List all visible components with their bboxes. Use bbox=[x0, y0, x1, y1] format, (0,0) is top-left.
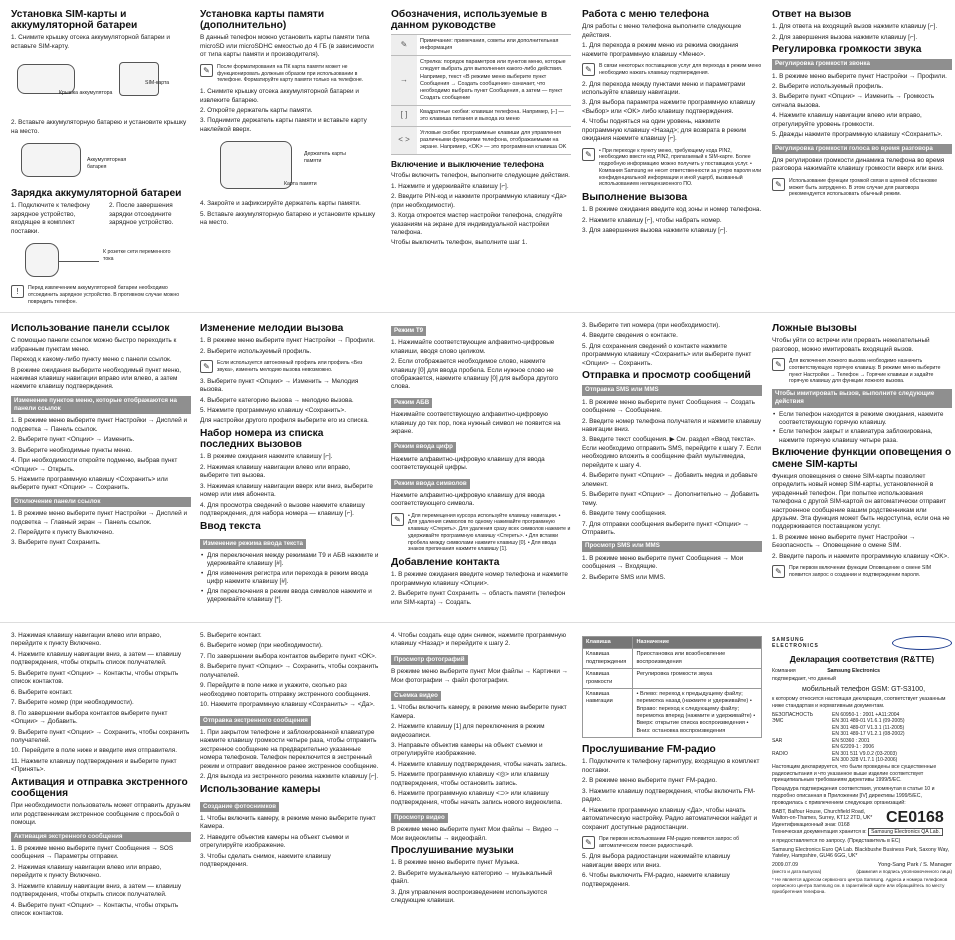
num-bar: Режим ввода цифр bbox=[391, 442, 456, 452]
video-step: 5. Нажмите программную клавишу <◎> или клавишу подтверждения, чтобы остановить запись. bbox=[391, 771, 549, 787]
label-socket: К розетке сети переменного тока bbox=[103, 249, 171, 263]
redial-title: Набор номера из списка последних вызовов bbox=[200, 427, 324, 451]
alert-step: 6. Выберите контакт. bbox=[11, 688, 73, 696]
fav-step: 1. В режиме меню выберите пункт Настройки → Дисплей и подсветка → Панель ссылок. bbox=[11, 417, 188, 433]
call-title: Выполнение вызова bbox=[582, 192, 688, 204]
fav-off-step: 3. Выберите пункт Сохранить. bbox=[11, 539, 101, 547]
vol-step-1: 1. В режиме меню выберите пункт Настройки → Профили. bbox=[772, 72, 947, 80]
fake-bullet: • Если телефон находится в режиме ожидания, нажмите соответствующую горячую клавишу. bbox=[772, 411, 952, 428]
cam-title: Использование камеры bbox=[200, 783, 321, 795]
ans-step-1: 1. Для ответа на входящий вызов нажмите клавишу [⌐]. bbox=[772, 23, 938, 31]
msg-step: 6. Введите тему сообщения. bbox=[582, 510, 667, 518]
sym-text: Нажмите алфавитно-цифровую клавишу для ввода соответствующего символа. bbox=[391, 491, 545, 508]
row-divider-1 bbox=[0, 312, 955, 313]
sos-send-bar: Отправка экстренного сообщения bbox=[200, 716, 311, 726]
note-icon: ✎ bbox=[772, 565, 785, 578]
simalert-title: Включение функции оповещения о смене SIM-карты bbox=[772, 447, 952, 470]
text-bullet: • Для переключения между режимами T9 и АБВ нажмите и удерживайте клавишу [#]. bbox=[200, 552, 380, 569]
menu-step-2: 2. Для перехода между пунктами меню и параметрами используйте клавишу навигации. bbox=[582, 80, 746, 96]
col-radio bbox=[582, 636, 762, 891]
menu-step-4: 4. Чтобы подняться на один уровень, нажмите программную клавишу <Назад>; для возврата в режим ожидания нажмите клавишу [⌐]. bbox=[582, 118, 747, 143]
samsung-oval-logo-icon bbox=[892, 636, 952, 650]
msg-title: Отправка и просмотр сообщений bbox=[582, 370, 751, 382]
table-header-function: Назначение bbox=[633, 637, 762, 649]
sos-cont-step: 5. Выберите контакт. bbox=[200, 632, 262, 639]
sim-step-2: 2. Вставьте аккумуляторную батарею и установите крышку на место. bbox=[11, 119, 187, 135]
menu-note-1: ✎ В связи некоторых поставщиков услуг для перехода в режим меню необходимо нажать клавишу подтверждения. bbox=[582, 63, 762, 77]
note-icon: ✎ bbox=[200, 360, 213, 373]
note-icon: ✎ bbox=[582, 148, 595, 161]
fm-step: 4. Нажмите программную клавишу <Да>, чтобы начать автоматическую настройку. Радио автоматически найдет и сохранит доступные радиостанции. bbox=[582, 806, 758, 831]
symbols-table: ✎ Примечание: примечания, советы или дополнительная информация → Стрелка: порядок параметров или пунктов меню, которые следует выбрать для выполнения какого-либо действия. Например, текст «В режиме меню выберите пункт Сообщения → Создать сообщение» означает, что необходимо выбрать пункт Сообщения, а затем — пункт Создать сообщение [ ] Квадратные скобки: клавиши телефона. Например, [⌐] — это клавиша питания и выхода из меню < > Угловые скобки: программные клавиши для управления различными функциями телефона, отображаемыми на экране. Например, <OK> — это программная клавиша OK bbox=[391, 34, 571, 154]
sos-cont-step: 10. Нажмите программную клавишу <Сохранить> → <Да>. bbox=[200, 701, 375, 709]
signer-name: Yong-Sang Park / S. Manager bbox=[877, 862, 952, 869]
alert-step: 10. Перейдите в поле ниже и введите имя отправителя. bbox=[11, 747, 177, 755]
col-declaration bbox=[772, 636, 952, 897]
note-icon: ✎ bbox=[582, 836, 595, 849]
standards-table: БЕЗОПАСНОСТЬ EN 60950-1 : 2001 +A11:2004 ЭМС EN 301 489-01 V1.6.1 (09-2005) EN 301 489-07 V1.3.1 (11-2005) EN 301 489-17 V1.2.1 (08-2002) SAR EN 50360 : 2001 EN 62209-1 : 2006 RADIO EN 301 511 V9.0.2 (03-2003) EN 300 328 V1.7.1 (10-2006) bbox=[772, 711, 905, 764]
charge-steps bbox=[11, 202, 191, 238]
msg-step: 7. Для отправки сообщения выберите пункт <Опции> → Отправить. bbox=[582, 520, 750, 537]
fm-title: Прослушивание FM-радио bbox=[582, 744, 716, 756]
video-view-bar: Просмотр видео bbox=[391, 813, 448, 823]
proc-text: Процедура подтверждения соответствия, упомянутая в статье 10 и подробно описанная в Приложении [IV] директивы 1999/5/EC, проводилась с привлечением следующих организаций: bbox=[772, 786, 935, 806]
col-fake-call bbox=[772, 322, 952, 583]
msg-step: 3. Введите текст сообщения. ▶ См. раздел «Ввод текста». Если необходимо отправить SMS, перейдите к шагу 7. Если необходимо вложить в сообщение файл мультимедиа, перейдите к шагу 4. bbox=[582, 436, 761, 469]
col-memory-card bbox=[200, 8, 380, 230]
onoff-title: Включение и выключение телефона bbox=[391, 158, 544, 169]
sos-cont-step: 9. Перейдите в поле ниже и укажите, сколько раз необходимо повторить отправку экстренного сообщения. bbox=[200, 682, 371, 698]
fav-step: 4. При необходимости откройте подменю, выбрав пункт <Опции> → Открыть. bbox=[11, 457, 178, 473]
sim-card-illustration bbox=[119, 62, 159, 96]
charger-cable bbox=[59, 261, 99, 262]
vol-step-3: 3. Выберите пункт <Опции> → Изменить → Громкость сигнала вызова. bbox=[772, 93, 935, 109]
photo-view-text: В режиме меню выберите пункт Мои файлы → Картинки → Мои фотографии → файл фотографии. bbox=[391, 668, 569, 684]
onoff-step-2: 2. Введите PIN-код и нажмите программную клавишу <Да> (при необходимости). bbox=[391, 193, 567, 209]
note-icon: ✎ bbox=[391, 513, 404, 526]
signer-label: (фамилия и подпись уполномоченного лица) bbox=[856, 869, 952, 875]
video-step: 3. Направьте объектив камеры на объект съемки и отрегулируйте изображение. bbox=[391, 742, 543, 758]
call-step-2: 2. Нажмите клавишу [⌐], чтобы набрать номер. bbox=[582, 216, 722, 224]
ring-note: ✎ Если используется автономный профиль или профиль «Без звука», изменить мелодию вызова невозможно. bbox=[200, 360, 380, 374]
confirms-text: подтверждает, что данный bbox=[772, 676, 836, 683]
product-name: мобильный телефон GSM: GT-S3100, bbox=[802, 686, 926, 694]
mem-step-3: 3. Поднимите держатель карты памяти и вставьте карту наклейкой вверх. bbox=[200, 117, 367, 133]
video-step: 4. Нажмите клавишу подтверждения, чтобы начать запись. bbox=[391, 760, 567, 768]
mem-note: ✎ После форматирования на ПК карта памяти может не функционировать должным образом при использовании в телефоне. Форматируйте карту памяти только на телефоне. bbox=[200, 64, 380, 84]
label-sim: SIM-карта bbox=[145, 80, 170, 87]
text-mode-bar: Изменение режима ввода текста bbox=[200, 539, 306, 549]
menu-note-2: ✎ • При переходе к пункту меню, требующему кода PIN2, необходимо ввести код PIN2, прилагаемый к SIM-карте. Более подробную информацию можно получить у поставщика услуг. • Компания Samsung не несет ответственности за утерю пароля или конфиденциальной информации и иной ущерб, вызванный использованием нелицензионного ПО. bbox=[582, 148, 762, 189]
sim-figure bbox=[11, 54, 191, 116]
fav-step: 2. Выберите пункт <Опции> → Изменить. bbox=[11, 436, 135, 444]
tech-doc-label: Техническая документация хранится в: bbox=[772, 829, 867, 836]
msg-view-step: 2. Выберите SMS или MMS. bbox=[582, 573, 666, 581]
cam-photo-bar: Создание фотоснимков bbox=[200, 802, 279, 812]
col-sim-alert-cont bbox=[11, 632, 191, 920]
fav-step: 3. Выберите необходимые пункты меню. bbox=[11, 446, 133, 454]
fm-step: 2. В режиме меню выберите пункт FM-радио. bbox=[582, 777, 718, 785]
video-step: 1. Чтобы включить камеру, в режиме меню выберите пункт Камера. bbox=[391, 704, 567, 720]
ring-step: 3. Выберите пункт <Опции> → Изменить → Мелодия вызова. bbox=[200, 377, 359, 394]
fav-off-bar: Отключение панели ссылок bbox=[11, 497, 191, 507]
label-holder: Держатель карты памяти bbox=[304, 151, 346, 165]
ce-mark: CE0168 bbox=[886, 809, 944, 827]
fake-bullet: • Если телефон закрыт и клавиатура заблокирована, нажмите горячую клавишу четыре раза. bbox=[772, 428, 952, 445]
sos-title: Активация и отправка экстренного сообщения bbox=[11, 776, 188, 800]
alert-step: 8. По завершении выбора контактов выберите пункт <Опции> → Добавить. bbox=[11, 709, 168, 726]
sos-step: 3. Нажмите клавишу навигации вниз, а затем — клавишу подтверждения, чтобы открыть список получателей. bbox=[11, 882, 182, 899]
abc-bar: Режим АБВ bbox=[391, 398, 432, 408]
alert-step: 7. Выберите номер (при необходимости). bbox=[11, 699, 134, 707]
mem-step-5: 5. Вставьте аккумуляторную батарею и установите крышку на место. bbox=[200, 210, 376, 227]
fm-step: 3. Нажмите клавишу подтверждения, чтобы включить FM-радио. bbox=[582, 787, 756, 804]
onoff-step-3: 3. Когда откроется мастер настройки телефона, следуйте указаниям на экране для индивидуальной настройки телефона. bbox=[391, 212, 563, 237]
music-step: 1. В режиме меню выберите пункт Музыка. bbox=[391, 859, 520, 867]
msg-view-bar: Просмотр SMS или MMS bbox=[582, 541, 762, 551]
battery-illustration bbox=[21, 143, 81, 177]
label-battery: Аккумуляторная батарея bbox=[87, 157, 127, 170]
redial-step: 4. Для просмотра сведений о вызове нажмите клавишу подтверждения, для набора номера — клавишу [⌐]. bbox=[200, 501, 365, 518]
redial-step: 1. В режиме ожидания нажмите клавишу [⌐]. bbox=[200, 453, 333, 461]
music-step: 3. Для управления воспроизведением используются следующие клавиши. bbox=[391, 888, 547, 905]
video-step: 2. Нажмите клавишу [1] для переключения в режим видеозаписи. bbox=[391, 723, 545, 739]
video-view-text: В режиме меню выберите пункт Мои файлы → Видео → Мои видеоклипы → видеофайл. bbox=[391, 826, 560, 842]
notified-body-address: BABT, Balfour House, Churchfield Road, Walton-on-Thames, Surrey, KT12 2TD, UK* Идентификационный знак: 0168 bbox=[772, 808, 873, 829]
sos-step: 1. В режиме меню выберите пункт Сообщения → SOS сообщения → Параметры отправки. bbox=[11, 844, 174, 861]
msg-send-bar: Отправка SMS или MMS bbox=[582, 385, 762, 395]
fm-step: 5. Для выбора радиостанции нажимайте клавишу навигации вверх или вниз. bbox=[582, 853, 731, 869]
std-intro: к которому относится настоящая декларация, соответствует указанным ниже стандартам и нормативным документам. bbox=[772, 696, 946, 709]
row-divider-2 bbox=[0, 622, 955, 623]
contact-step: 3. Выберите тип номера (при необходимости). bbox=[582, 322, 721, 329]
sos-bar: Активация экстренного сообщения bbox=[11, 832, 191, 842]
col-symbols bbox=[391, 8, 571, 250]
vol-step-2: 2. Выберите используемый профиль. bbox=[772, 82, 884, 90]
t9-bar: Режим T9 bbox=[391, 326, 426, 336]
mem-step-2: 2. Откройте держатель карты памяти. bbox=[200, 106, 313, 114]
qa-address: Samsung Electronics Euro QA Lab. Blackbushe Business Park, Saxony Way, Yateley, Hampshire, GU46 6GG, UK* bbox=[772, 846, 950, 860]
cam-step: 3. Чтобы сделать снимок, нажмите клавишу подтверждения. bbox=[200, 852, 331, 869]
cam-step: 1. Чтобы включить камеру, в режиме меню выберите пункт Камера. bbox=[200, 814, 376, 831]
arrow-symbol-icon: → bbox=[391, 56, 417, 105]
vol-voice-bar: Регулировка громкости голоса во время разговора bbox=[772, 144, 952, 154]
col-sim-install bbox=[11, 8, 191, 310]
ring-step: 1. В режиме меню выберите пункт Настройки → Профили. bbox=[200, 337, 375, 345]
fm-note: ✎ При первом использовании FM-радио появится запрос об автоматическом поиске радиостанций. bbox=[582, 836, 762, 850]
sos-cont-step: 7. По завершении выбора контактов выберите пункт <OK>. bbox=[200, 652, 377, 660]
ans-step-2: 2. Для завершения вызова нажмите клавишу [⌐]. bbox=[772, 33, 918, 41]
vol-step-5: 5. Дважды нажмите программную клавишу <Сохранить>. bbox=[772, 131, 943, 139]
col-text-modes bbox=[391, 322, 571, 609]
col-answer-volume bbox=[772, 8, 952, 202]
table-row: Клавиша подтверждения Приостановка или возобновление воспроизведения bbox=[583, 649, 762, 669]
mem-step-1: 1. Снимите крышку отсека аккумуляторной батареи и извлеките батарею. bbox=[200, 88, 359, 104]
fav-p3: В режиме ожидания выберите необходимый пункт меню, нажимая клавишу навигации вправо или влево, а затем нажмите клавишу подтверждения. bbox=[11, 366, 182, 391]
fav-p2: Переход к какому-либо пункту меню с панели ссылок. bbox=[11, 356, 172, 364]
menu-title: Работа с меню телефона bbox=[582, 9, 709, 20]
fav-title: Использование панели ссылок bbox=[11, 323, 170, 334]
memory-card-figure bbox=[200, 137, 380, 197]
ring-other: Для настройки другого профиля выберите его из списка. bbox=[200, 417, 369, 425]
simalert-note: ✎ При первом включении функции Оповещение о смене SIM появится запрос о создании и подтверждении пароля. bbox=[772, 565, 952, 579]
simalert-step: 2. Введите пароль и нажмите программную клавишу <OK>. bbox=[772, 552, 950, 560]
col-shortcuts bbox=[11, 322, 191, 550]
vol-voice-text: Для регулировки громкости динамика телефона во время разговора нажимайте клавишу громкости вверх или вниз. bbox=[772, 156, 945, 173]
ring-step: 2. Выберите используемый профиль. bbox=[200, 347, 312, 355]
decl-title: Декларация соответствия (R&TTE) bbox=[789, 654, 935, 664]
note-icon: ✎ bbox=[582, 63, 595, 76]
text-note: ✎ • Для перемещения курсора используйте клавишу навигации. • Для удаления символов по одному нажимайте программную клавишу <Стереть>. Для удаления сразу всех символов нажмите и удерживайте программную клавишу <Стереть>. • Для вставки пробела между символами нажмите клавишу [0]. • Для ввода знаков препинания нажмите клавишу [1]. bbox=[391, 513, 571, 554]
fm-step: 6. Чтобы выключить FM-радио, нажмите клавишу подтверждения. bbox=[582, 872, 730, 888]
text-bullet: • Для переключения в режим ввода символов нажмите и удерживайте клавишу [*]. bbox=[200, 588, 380, 605]
music-keys-table bbox=[582, 636, 762, 738]
fav-step: 5. Нажмите программную клавишу <Сохранить> или выберите пункт <Опции> → Сохранить. bbox=[11, 476, 168, 492]
sym-title: Обозначения, используемые в данном руководстве bbox=[391, 9, 548, 32]
company-label: Компания bbox=[772, 667, 796, 674]
add-title: Добавление контакта bbox=[391, 557, 500, 569]
mem-step-4: 4. Закройте и зафиксируйте держатель карты памяти. bbox=[200, 200, 361, 208]
video-bar: Съемка видео bbox=[391, 691, 441, 701]
simalert-text: Функция оповещения о смене SIM-карты позволяет определить новый номер SIM-карты, установленной в украденный телефон. При попытке использования телефона с другой SIM-картой он автоматически отправит настроенное сообщение вашим родственникам или друзьям. Эта функция может быть недоступна, если она не поддерживается поставщиком услуг. bbox=[772, 472, 950, 531]
abc-text: Нажимайте соответствующую алфавитно-цифровую клавишу до тех пор, пока нужный символ не появится на экране. bbox=[391, 411, 561, 435]
signature-labels bbox=[772, 869, 952, 875]
note-icon: ✎ bbox=[772, 358, 785, 371]
add-step: 1. В режиме ожидания введите номер телефона и нажмите программную клавишу <Опции>. bbox=[391, 571, 568, 587]
menu-step-3: 3. Для выбора параметра нажмите программную клавишу <Выбор> или <OK> либо клавишу подтверждения. bbox=[582, 99, 756, 115]
charge-step-2: 2. После завершения зарядки отсоедините зарядное устройство. bbox=[109, 202, 174, 227]
fake-note: ✎ Для включения ложного вызова необходимо назначить соответствующую горячую клавишу. В режиме меню выберите пункт Настройки → Телефон → Горячие клавиши и задайте горячую клавишу для функции ложного вызова. bbox=[772, 358, 952, 385]
text-bullet: • Для изменения регистра или перехода в режим ввода цифр нажмите клавишу [#]. bbox=[200, 570, 380, 587]
call-step-3: 3. Для завершения вызова нажмите клавишу [⌐]. bbox=[582, 227, 728, 235]
charge-step-1: 1. Подключите к телефону зарядное устройство, входящее в комплект поставки. bbox=[11, 202, 90, 235]
text-title: Ввод текста bbox=[200, 520, 261, 532]
fake-bullets bbox=[772, 411, 952, 446]
video-step: 6. Нажмите программную клавишу <⊃> или клавишу подтверждения, чтобы начать запись нового видеоклипа. bbox=[391, 790, 563, 806]
menu-step-1: 1. Для перехода в режим меню из режима ожидания нажмите программную клавишу <Меню>. bbox=[582, 42, 739, 58]
warning-icon: ! bbox=[11, 285, 24, 298]
ring-step: 4. Выберите категорию вызова → мелодию вызова. bbox=[200, 396, 354, 404]
call-step-1: 1. В режиме ожидания введите код зоны и номер телефона. bbox=[582, 206, 762, 214]
company-name: Samsung Electronics bbox=[827, 667, 880, 674]
phone-open-illustration bbox=[220, 141, 292, 189]
menu-intro: Для работы с меню телефона выполните следующие действия. bbox=[582, 23, 742, 39]
issue-date: 2009.07.09 bbox=[772, 862, 798, 869]
fav-off-step: 1. В режиме меню выберите пункт Настройки → Дисплей и подсветка → Главный экран → Панель ссылок. bbox=[11, 510, 188, 526]
ans-title: Ответ на вызов bbox=[772, 9, 852, 20]
note-symbol-icon: ✎ bbox=[391, 35, 417, 56]
photo-view-bar: Просмотр фотографий bbox=[391, 655, 468, 665]
sim-title: Установка SIM-карты и аккумуляторной батареи bbox=[11, 9, 138, 32]
cam-cont-step: 4. Чтобы создать еще один снимок, нажмите программную клавишу <Назад> и перейдите к шагу 2. bbox=[391, 632, 567, 648]
decl-header bbox=[772, 636, 952, 650]
sos-send-step: 2. Для выхода из экстренного режима нажмите клавишу [⌐]. bbox=[200, 773, 379, 781]
cam-step: 2. Наведите объектив камеры на объект съемки и отрегулируйте изображение. bbox=[200, 833, 349, 850]
avail-text: и предоставляется по запросу. (Представитель в ЕС) bbox=[772, 837, 901, 844]
msg-step: 5. Выберите пункт <Опции> → Дополнительно → Добавить тему. bbox=[582, 491, 759, 507]
decl-footnote: * Не является адресом сервисного центра Samsung. Адреса и номера телефонов сервисного центра Samsung см. в гарантийной карте или обращайтесь по месту приобретения телефона. bbox=[772, 877, 948, 895]
mem-intro: В данный телефон можно установить карты памяти типа microSD или microSDHC емкостью до 4 ГБ (в зависимости от типа карты памяти и производителя). bbox=[200, 34, 374, 59]
signature-block bbox=[772, 862, 952, 869]
mem-title: Установка карты памяти (дополнительно) bbox=[200, 9, 325, 32]
vol-note: ✎ Использование функции громкой связи в шумной обстановке может быть затруднено. В этом случае для разговора рекомендуется использовать обычный режим. bbox=[772, 178, 952, 198]
msg-step: 1. В режиме меню выберите пункт Сообщения → Создать сообщение → Сообщение. bbox=[582, 398, 755, 415]
tech-doc-company: Samsung Electronics QA Lab. bbox=[868, 828, 943, 836]
sos-text: При необходимости пользователь может отправить друзьям или родственникам экстренное сообщение с просьбой о помощи. bbox=[11, 802, 191, 827]
text-bullets bbox=[200, 552, 380, 605]
music-step: 2. Выберите музыкальную категорию → музыкальный файл. bbox=[391, 869, 553, 886]
col-messages bbox=[582, 322, 762, 584]
simalert-step: 1. В режиме меню выберите пункт Настройки → Безопасность → Оповещение о смене SIM. bbox=[772, 533, 916, 550]
sos-step: 4. Выберите пункт <Опции> → Контакты, чтобы открыть список контактов. bbox=[11, 901, 179, 917]
num-text: Нажмите алфавитно-цифровую клавишу для ввода соответствующей цифры. bbox=[391, 455, 545, 472]
alert-step: 4. Нажмите клавишу навигации вниз, а затем — клавишу подтверждения, чтобы открыть список получателей. bbox=[11, 650, 182, 667]
redial-step: 2. Нажимая клавишу навигации влево или вправо, выберите тип вызова. bbox=[200, 463, 351, 480]
vol-title: Регулировка громкости звука bbox=[772, 44, 922, 56]
sos-cont-step: 8. Выберите пункт <Опции> → Сохранить, чтобы сохранить получателей. bbox=[200, 663, 379, 679]
ring-title: Изменение мелодии вызова bbox=[200, 323, 344, 334]
fm-step: 1. Подключите к телефону гарнитуру, входящую в комплект поставки. bbox=[582, 758, 760, 774]
msg-step: 4. Выберите пункт <Опции> → Добавить медиа и добавьте элемент. bbox=[582, 472, 758, 488]
onoff-step-1: 1. Нажмите и удерживайте клавишу [⌐]. bbox=[391, 182, 509, 190]
onoff-off: Чтобы выключить телефон, выполните шаг 1. bbox=[391, 239, 528, 247]
fav-off-step: 2. Перейдите к пункту Выключено. bbox=[11, 529, 114, 537]
place-label: (место и дата выпуска) bbox=[772, 869, 822, 875]
sos-step: 2. Нажимая клавишу навигации влево или вправо, перейдите к пункту Включено. bbox=[11, 863, 162, 880]
charge-title: Зарядка аккумуляторной батареи bbox=[11, 188, 182, 200]
samsung-logo: SAMSUNG ELECTRONICS bbox=[772, 636, 819, 649]
notified-body bbox=[772, 808, 952, 829]
label-card: Карта памяти bbox=[284, 181, 317, 188]
t9-step: 2. Если отображается необходимое слово, нажмите клавишу [0] для ввода пробела. Если нужное слово не отображается, нажмите клавишу [0] для выбора другого слова. bbox=[391, 358, 559, 391]
music-title: Прослушивание музыки bbox=[391, 845, 514, 857]
vol-ring-bar: Регулировка громкости звонка bbox=[772, 59, 952, 69]
sos-send-step: 1. При закрытом телефоне и заблокированной клавиатуре нажмите клавишу громкости четыре раза, чтобы отправить экстренное сообщение на предварительно указанные номера телефонов. Телефон переключится в экстренный режим и отправит введенное ранее экстренное сообщение. bbox=[200, 728, 379, 770]
angle-brackets-symbol-icon: < > bbox=[391, 126, 417, 154]
table-header-key: Клавиша bbox=[583, 637, 633, 649]
alert-step: 9. Выберите пункт <Опции> → Сохранить, чтобы сохранить получателей. bbox=[11, 728, 190, 744]
label-cover: Крышка аккумулятора bbox=[59, 90, 113, 97]
decl-text: Настоящим декларируется, что были проведены все существенные радиоиспытания и что указанное выше изделие соответствует принципиальным требованиям директивы 1999/5/EC. bbox=[772, 763, 937, 784]
fake-title: Ложные вызовы bbox=[772, 323, 857, 334]
alert-step: 3. Нажимая клавишу навигации влево или вправо, перейдите к пункту Включено. bbox=[11, 632, 162, 648]
table-row: Клавиша навигации • Влево: переход к предыдущему файлу; перемотка назад (нажмите и удерживайте) • Вправо: переход к следующему файлу; перемотка вперед (нажмите и удерживайте) • Вверх: открытие списка воспроизведения • Вниз: остановка воспроизведения bbox=[583, 688, 762, 737]
sym-mode-bar: Режим ввода символов bbox=[391, 479, 470, 489]
fav-edit-bar: Изменение пунктов меню, которые отображаются на панели ссылок bbox=[11, 396, 191, 414]
redial-step: 3. Нажимая клавишу навигации вверх или вниз, выберите номер или имя абонента. bbox=[200, 482, 373, 499]
table-row: Клавиша громкости Регулировка громкости звука bbox=[583, 669, 762, 689]
alert-step: 5. Выберите пункт <Опции> → Контакты, чтобы открыть список контактов. bbox=[11, 669, 179, 686]
fake-text: Чтобы уйти со встречи или прервать нежелательный разговор, можно имитировать входящий вызов. bbox=[772, 337, 930, 353]
sos-cont-step: 6. Выберите номер (при необходимости). bbox=[200, 642, 323, 650]
sim-step-1: 1. Снимите крышку отсека аккумуляторной батареи и вставьте SIM-карту. bbox=[11, 34, 170, 50]
phone-charging-illustration bbox=[25, 243, 59, 277]
contact-step: 4. Введите сведения о контакте. bbox=[582, 332, 678, 340]
onoff-intro: Чтобы включить телефон, выполните следующие действия. bbox=[391, 172, 570, 180]
t9-step: 1. Нажимайте соответствующие алфавитно-цифровые клавиши, вводя слово целиком. bbox=[391, 339, 555, 355]
col-video-music bbox=[391, 632, 571, 908]
col-menu bbox=[582, 8, 762, 238]
add-step: 2. Выберите пункт Сохранить → область памяти (телефон или SIM-карта) → Создать. bbox=[391, 590, 566, 606]
charger-figure bbox=[11, 241, 191, 281]
ring-step: 5. Нажмите программную клавишу <Сохранить>. bbox=[200, 406, 346, 414]
alert-step: 11. Нажмите клавишу подтверждения и выберите пункт <Принять>. bbox=[11, 757, 177, 774]
vol-step-4: 4. Нажмите клавишу навигации влево или вправо, отрегулируйте уровень громкости. bbox=[772, 112, 922, 128]
charge-note: ! Перед извлечением аккумуляторной батареи необходимо отсоединить зарядное устройство. В противном случае можно повредить телефон. bbox=[11, 285, 191, 305]
col-sos-camera bbox=[200, 632, 380, 872]
note-icon: ✎ bbox=[200, 64, 213, 77]
msg-step: 2. Введите номер телефона получателя и нажмите клавишу навигации вниз. bbox=[582, 417, 762, 434]
fav-p1: С помощью панели ссылок можно быстро переходить к избранным пунктам меню. bbox=[11, 337, 177, 353]
note-icon: ✎ bbox=[772, 178, 785, 191]
msg-view-step: 1. В режиме меню выберите пункт Сообщения → Мои сообщения → Входящие. bbox=[582, 554, 744, 571]
battery-figure bbox=[11, 139, 191, 185]
contact-step: 5. Для сохранения сведений о контакте нажмите программную клавишу <Сохранить> или выберите пункт <Опции> → Сохранить. bbox=[582, 342, 752, 367]
brackets-symbol-icon: [ ] bbox=[391, 105, 417, 126]
col-ringtone bbox=[200, 322, 380, 607]
fake-bar: Чтобы имитировать вызов, выполните следующие действия bbox=[772, 389, 952, 407]
